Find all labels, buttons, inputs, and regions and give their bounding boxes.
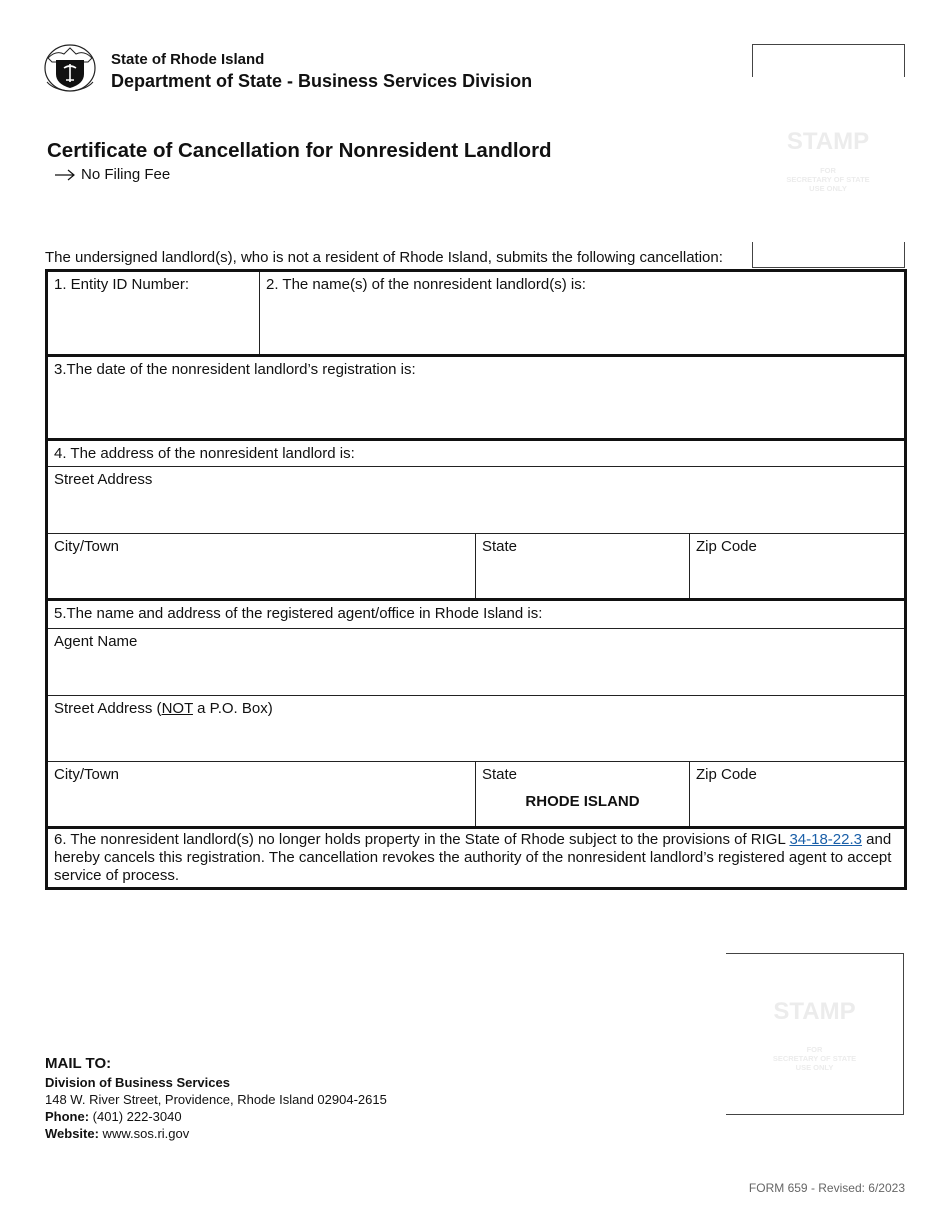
street-address-field[interactable]: Street Address bbox=[47, 467, 906, 534]
city-town-field[interactable]: City/Town bbox=[47, 534, 476, 600]
form-title: Certificate of Cancellation for Nonresident Landlord bbox=[47, 139, 552, 162]
filing-fee-label: No Filing Fee bbox=[81, 166, 171, 183]
phone-line: Phone: (401) 222-3040 bbox=[45, 1109, 182, 1124]
stamp-area-top bbox=[752, 44, 904, 268]
mail-heading: MAIL TO: bbox=[45, 1055, 112, 1072]
agent-state-field: State RHODE ISLAND bbox=[476, 762, 690, 828]
stamp-note: FOR SECRETARY OF STATE USE ONLY bbox=[786, 166, 870, 193]
arrow-right-icon bbox=[54, 169, 76, 181]
mailing-address: 148 W. River Street, Providence, Rhode Island 02904-2615 bbox=[45, 1092, 387, 1107]
cancellation-statement: 6. The nonresident landlord(s) no longer holds property in the State of Rhode subject to the provisions of RIGL 34-18-22.3 and hereby cancels this registration. The cancellation revokes the authority of the nonresident landlord’s registered agent to accept service of process. bbox=[47, 828, 906, 889]
address-heading: 4. The address of the nonresident landlord is: bbox=[47, 440, 906, 467]
filing-fee bbox=[54, 166, 170, 183]
entity-id-field[interactable]: 1. Entity ID Number: bbox=[47, 271, 260, 356]
rhode-island-seal-icon bbox=[44, 44, 96, 92]
zip-code-field[interactable]: Zip Code bbox=[690, 534, 906, 600]
stamp-label-bottom: STAMP bbox=[773, 998, 856, 1025]
rigl-link[interactable]: 34-18-22.3 bbox=[789, 831, 862, 848]
agent-zip-field[interactable]: Zip Code bbox=[690, 762, 906, 828]
mailing-info bbox=[45, 1055, 387, 1142]
registration-date-field[interactable]: 3.The date of the nonresident landlord’s registration is: bbox=[47, 356, 906, 440]
form-number: FORM 659 - Revised: 6/2023 bbox=[748, 1181, 905, 1195]
state-field[interactable]: State bbox=[476, 534, 690, 600]
agent-state-value: RHODE ISLAND bbox=[525, 793, 640, 810]
stamp-label: STAMP bbox=[786, 128, 870, 155]
landlord-names-field[interactable]: 2. The name(s) of the nonresident landlord(s) is: bbox=[260, 271, 906, 356]
division-name: Division of Business Services bbox=[45, 1075, 230, 1090]
stamp-note-bottom: FOR SECRETARY OF STATE USE ONLY bbox=[772, 1045, 857, 1072]
cancellation-form bbox=[45, 269, 907, 890]
stamp-area-bottom bbox=[726, 953, 904, 1115]
website-line: Website: www.sos.ri.gov bbox=[45, 1126, 190, 1141]
department-name: Department of State - Business Services Division bbox=[111, 71, 533, 91]
agent-name-field[interactable]: Agent Name bbox=[47, 629, 906, 696]
agent-street-field[interactable]: Street Address (NOT a P.O. Box) bbox=[47, 696, 906, 762]
agent-heading: 5.The name and address of the registered agent/office in Rhode Island is: bbox=[47, 600, 906, 629]
intro-statement: The undersigned landlord(s), who is not a resident of Rhode Island, submits the following cancellation: bbox=[45, 249, 723, 266]
agent-city-field[interactable]: City/Town bbox=[47, 762, 476, 828]
state-name: State of Rhode Island bbox=[111, 51, 265, 68]
